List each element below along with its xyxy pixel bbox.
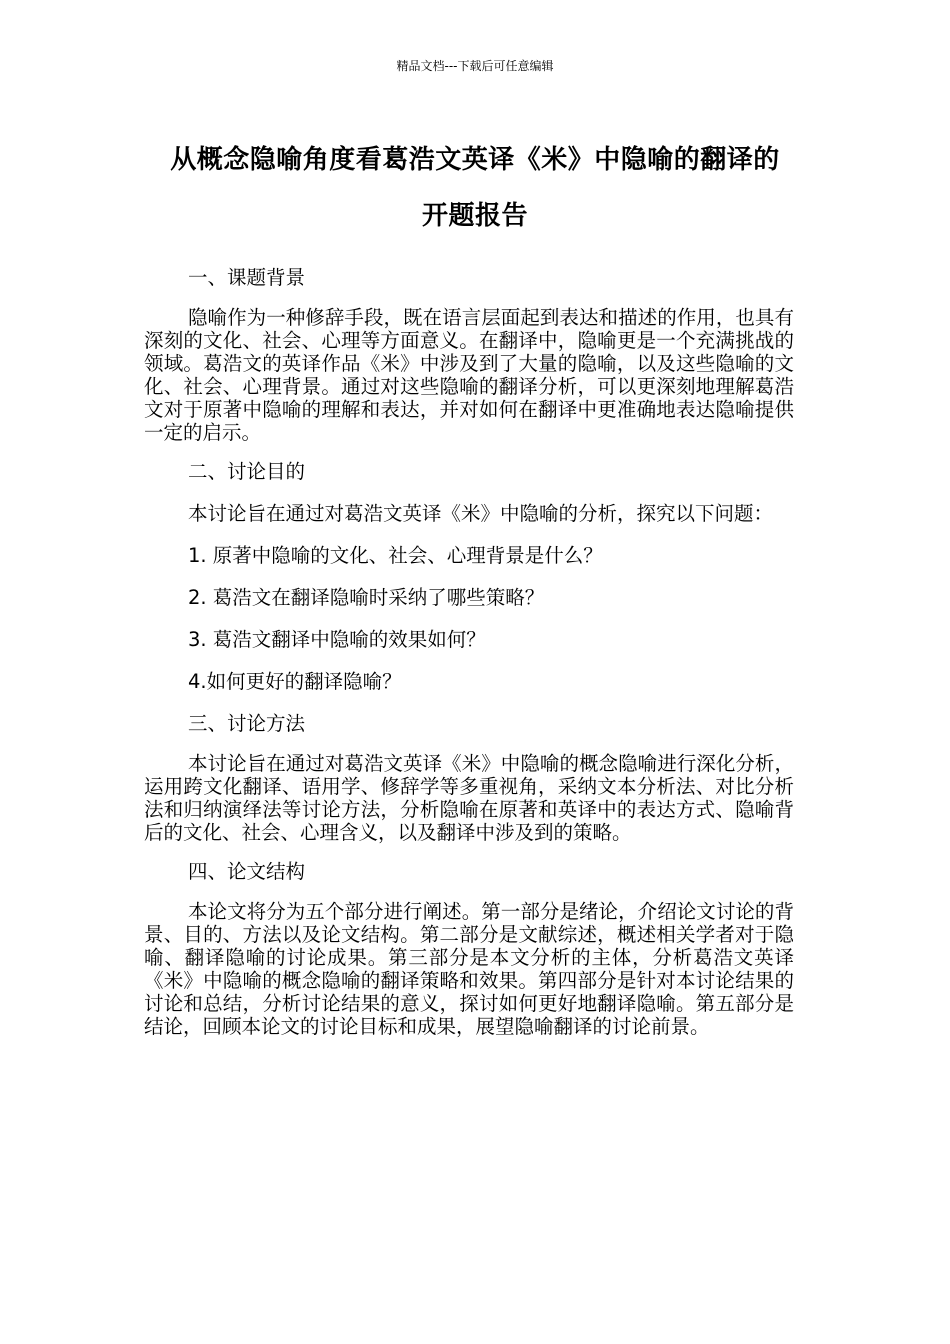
question-item: 2. 葛浩文在翻译隐喻时采纳了哪些策略？ xyxy=(188,586,545,609)
question-item: 4.如何更好的翻译隐喻？ xyxy=(188,670,402,693)
structure-paragraph: 本论文将分为五个部分进行阐述。第一部分是绪论，介绍论文讨论的背景、目的、方法以及论文结构。第二部分是文献综述，概述相关学者对于隐喻、翻译隐喻的讨论成果。第三部分是本文分析的主体，分析葛浩文英译《米》中隐喻的概念隐喻的翻译策略和效果。第四部分是针对本讨论结果的讨论和总结，分析讨论结果的意义，探讨如何更好地翻译隐喻。第五部分是结论，回顾本论文的讨论目标和成果，展望隐喻翻译的讨论前景。 xyxy=(144,900,794,1038)
title-line-2: 开题报告 xyxy=(421,201,528,231)
purpose-intro: 本讨论旨在通过对葛浩文英译《米》中隐喻的分析，探究以下问题： xyxy=(188,502,774,525)
section-heading-method: 三、讨论方法 xyxy=(188,712,306,735)
document-title xyxy=(130,132,820,244)
background-paragraph: 隐喻作为一种修辞手段，既在语言层面起到表达和描述的作用，也具有深刻的文化、社会、心理等方面意义。在翻译中，隐喻更是一个充满挑战的领域。葛浩文的英译作品《米》中涉及到了大量的隐喻，以及这些隐喻的文化、社会、心理背景。通过对这些隐喻的翻译分析，可以更深刻地理解葛浩文对于原著中隐喻的理解和表达，并对如何在翻译中更准确地表达隐喻提供一定的启示。 xyxy=(144,306,794,444)
method-paragraph: 本讨论旨在通过对葛浩文英译《米》中隐喻的概念隐喻进行深化分析，运用跨文化翻译、语用学、修辞学等多重视角，采纳文本分析法、对比分析法和归纳演绎法等讨论方法，分析隐喻在原著和英译中的表达方式、隐喻背后的文化、社会、心理含义，以及翻译中涉及到的策略。 xyxy=(144,752,794,844)
header-note: 精品文档---下载后可任意编辑 xyxy=(396,59,554,73)
section-heading-background: 一、课题背景 xyxy=(188,266,306,289)
title-line-1: 从概念隐喻角度看葛浩文英译《米》中隐喻的翻译的 xyxy=(170,145,780,175)
section-heading-structure: 四、论文结构 xyxy=(188,860,306,883)
question-item: 1. 原著中隐喻的文化、社会、心理背景是什么？ xyxy=(188,544,603,567)
document-body xyxy=(144,264,794,1052)
question-item: 3. 葛浩文翻译中隐喻的效果如何？ xyxy=(188,628,486,651)
section-heading-purpose: 二、讨论目的 xyxy=(188,460,306,483)
